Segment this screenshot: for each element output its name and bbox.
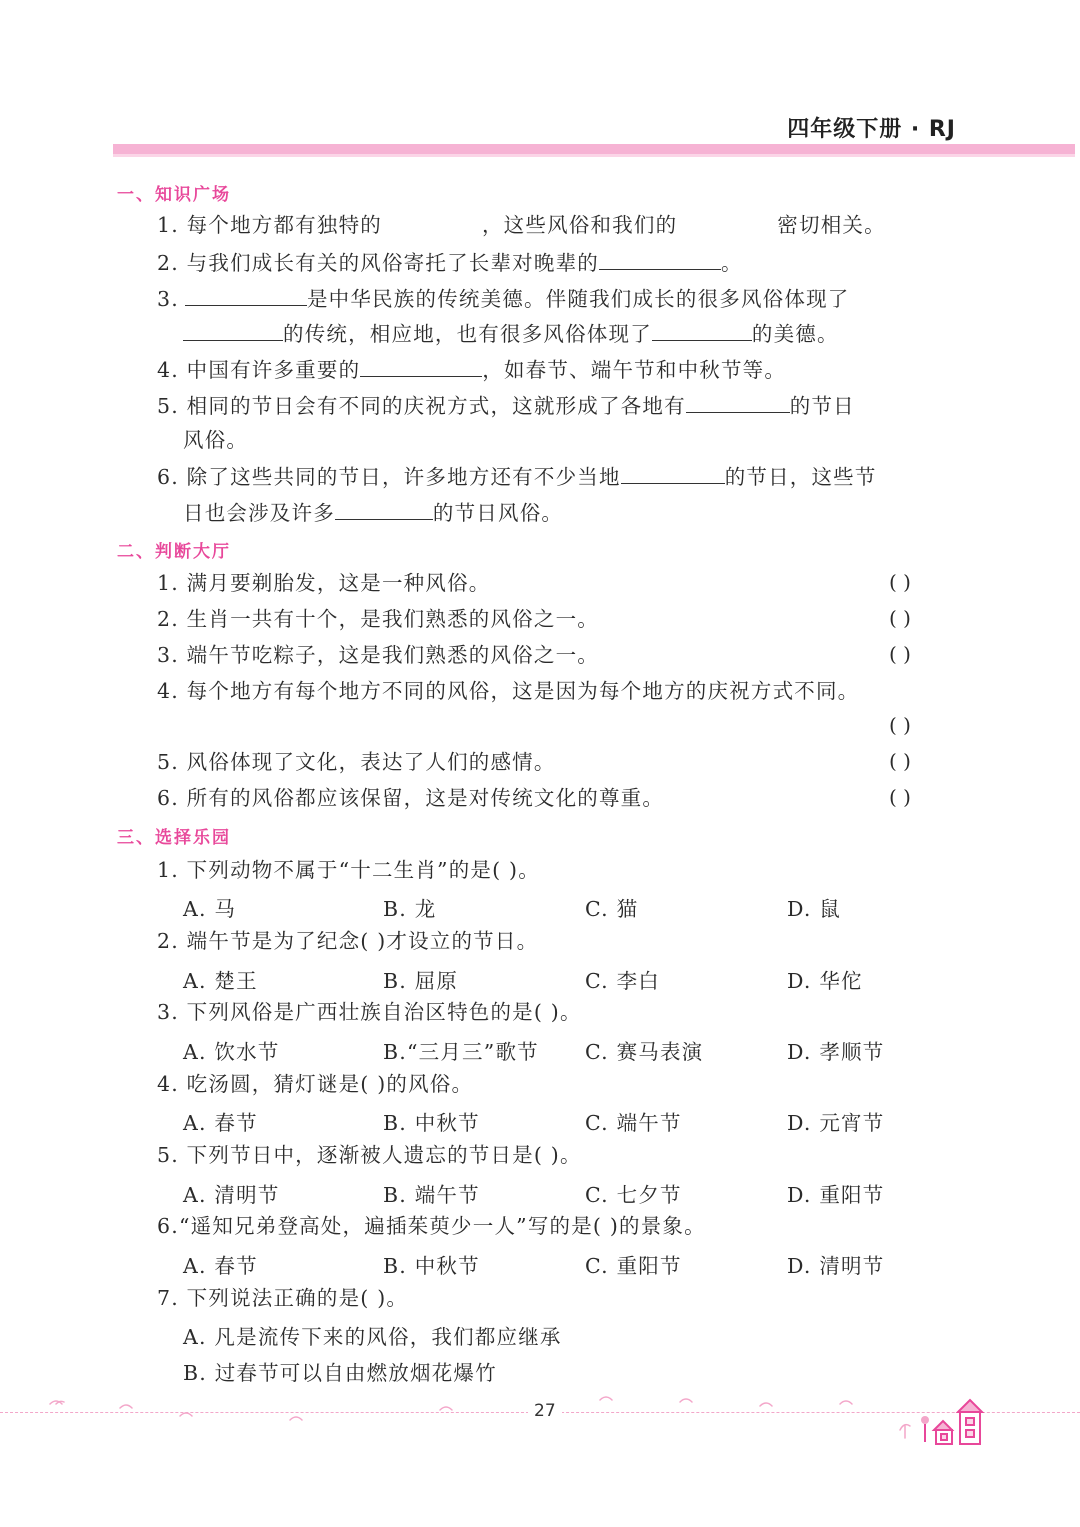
- choice-option[interactable]: A. 饮水节: [183, 1040, 280, 1064]
- choice-option[interactable]: D. 清明节: [787, 1254, 885, 1278]
- question-text: ，如春节、端午节和中秋节等。: [482, 358, 787, 382]
- choice-option[interactable]: B.“三月三”歌节: [383, 1040, 539, 1064]
- house-icon: [921, 1400, 982, 1444]
- answer-blank[interactable]: [621, 463, 725, 484]
- choice-stem: 4. 吃汤圆，猜灯谜是( )的风俗。: [157, 1072, 474, 1096]
- answer-blank[interactable]: [652, 320, 752, 341]
- answer-paren[interactable]: ( ): [889, 606, 911, 630]
- question-text: 密切相关。: [777, 213, 886, 237]
- choice-option[interactable]: A. 楚王: [183, 969, 258, 993]
- judgement-item: 3. 端午节吃粽子，这是我们熟悉的风俗之一。: [157, 643, 599, 667]
- sprout-icon: [290, 1417, 302, 1420]
- choice-option[interactable]: A. 马: [183, 897, 237, 921]
- answer-blank[interactable]: [382, 212, 482, 232]
- question-text: 的节日风俗。: [432, 501, 564, 525]
- choice-stem: 3. 下列风俗是广西壮族自治区特色的是( )。: [157, 1000, 582, 1024]
- choice-option[interactable]: C. 重阳节: [585, 1254, 682, 1278]
- judgement-item: 4. 每个地方有每个地方不同的风俗，这是因为每个地方的庆祝方式不同。: [157, 679, 860, 703]
- answer-blank[interactable]: [360, 356, 482, 377]
- choice-option[interactable]: D. 元宵节: [787, 1111, 885, 1135]
- footer-decoration: [0, 1390, 1080, 1450]
- choice-option[interactable]: A. 凡是流传下来的风俗，我们都应继承: [183, 1325, 562, 1349]
- question-text: 4. 中国有许多重要的: [157, 358, 361, 382]
- answer-blank[interactable]: [599, 249, 721, 270]
- question-text: 日也会涉及许多: [183, 501, 335, 525]
- section-title-knowledge: 一、知识广场: [117, 185, 231, 205]
- choice-option[interactable]: D. 华佗: [787, 969, 863, 993]
- choice-stem: 1. 下列动物不属于“十二生肖”的是( )。: [157, 858, 540, 882]
- answer-paren[interactable]: ( ): [889, 785, 911, 809]
- judgement-item: 2. 生肖一共有十个，是我们熟悉的风俗之一。: [157, 607, 599, 631]
- choice-option[interactable]: C. 端午节: [585, 1111, 682, 1135]
- answer-paren[interactable]: ( ): [889, 642, 911, 666]
- question-line: [183, 320, 839, 347]
- choice-stem: 5. 下列节日中，逐渐被人遗忘的节日是( )。: [157, 1143, 582, 1167]
- choice-option[interactable]: A. 清明节: [183, 1183, 280, 1207]
- choice-option[interactable]: C. 李白: [585, 969, 660, 993]
- page-header-title: 四年级下册 · RJ: [787, 117, 956, 142]
- answer-blank[interactable]: [686, 392, 790, 413]
- section-title-judgement: 二、判断大厅: [117, 542, 231, 562]
- plant-icon: [900, 1425, 910, 1438]
- choice-option[interactable]: B. 中秋节: [383, 1254, 480, 1278]
- choice-option[interactable]: A. 春节: [183, 1111, 258, 1135]
- header-divider: [113, 144, 1075, 157]
- answer-paren[interactable]: ( ): [889, 713, 911, 737]
- sprout-icon: [120, 1405, 132, 1408]
- question-text: ，这些风俗和我们的: [481, 213, 678, 237]
- question-line: [183, 427, 248, 453]
- judgement-item: 1. 满月要剃胎发，这是一种风俗。: [157, 571, 491, 595]
- sprout-icon: [440, 1407, 452, 1410]
- choice-option[interactable]: A. 春节: [183, 1254, 258, 1278]
- choice-stem: 2. 端午节是为了纪念( )才设立的节日。: [157, 929, 539, 953]
- question-text: 1. 每个地方都有独特的: [157, 213, 382, 237]
- sprout-icon: [840, 1401, 852, 1404]
- question-line: [157, 249, 743, 276]
- answer-blank[interactable]: [183, 320, 283, 341]
- question-text: 是中华民族的传统美德。伴随我们成长的很多风俗体现了: [306, 287, 850, 311]
- question-number: 3.: [157, 287, 179, 311]
- question-line: [157, 392, 855, 419]
- question-text: 风俗。: [183, 428, 249, 452]
- sprout-icon: [600, 1397, 612, 1400]
- answer-blank[interactable]: [185, 285, 307, 306]
- question-line: [157, 463, 877, 490]
- question-text: 6. 除了这些共同的节日，许多地方还有不少当地: [157, 465, 621, 489]
- question-line: [157, 356, 786, 383]
- answer-blank[interactable]: [677, 212, 777, 232]
- answer-paren[interactable]: ( ): [889, 749, 911, 773]
- question-line: [157, 212, 886, 238]
- judgement-item: 5. 风俗体现了文化，表达了人们的感情。: [157, 750, 556, 774]
- choice-stem: 7. 下列说法正确的是( )。: [157, 1286, 409, 1310]
- question-text: 的传统，相应地，也有很多风俗体现了: [283, 322, 652, 346]
- judgement-item: 6. 所有的风俗都应该保留，这是对传统文化的尊重。: [157, 786, 665, 810]
- choice-option[interactable]: D. 重阳节: [787, 1183, 885, 1207]
- page-number: 27: [528, 1401, 562, 1421]
- choice-option[interactable]: B. 中秋节: [383, 1111, 480, 1135]
- choice-option[interactable]: B. 端午节: [383, 1183, 480, 1207]
- choice-option[interactable]: C. 赛马表演: [585, 1040, 704, 1064]
- answer-paren[interactable]: ( ): [889, 570, 911, 594]
- choice-option[interactable]: D. 孝顺节: [787, 1040, 885, 1064]
- question-text: 2. 与我们成长有关的风俗寄托了长辈对晚辈的: [157, 251, 599, 275]
- answer-blank[interactable]: [335, 499, 433, 520]
- choice-option[interactable]: B. 过春节可以自由燃放烟花爆竹: [183, 1361, 497, 1385]
- sprout-icon: [50, 1401, 64, 1404]
- choice-option[interactable]: B. 屈原: [383, 969, 459, 993]
- sprout-icon: [180, 1413, 192, 1416]
- choice-option[interactable]: D. 鼠: [787, 897, 842, 921]
- question-line: [157, 285, 849, 312]
- question-text: 的节日，这些节: [724, 465, 877, 489]
- choice-stem: 6.“遥知兄弟登高处，遍插茱萸少一人”写的是( )的景象。: [157, 1214, 706, 1238]
- section-title-choice: 三、选择乐园: [117, 828, 231, 848]
- question-text: 5. 相同的节日会有不同的庆祝方式，这就形成了各地有: [157, 394, 686, 418]
- sprout-icon: [680, 1399, 692, 1402]
- choice-option[interactable]: C. 猫: [585, 897, 639, 921]
- question-line: [183, 499, 563, 526]
- question-text: 的节日: [789, 394, 855, 418]
- question-text: 的美德。: [751, 322, 839, 346]
- sprout-icon: [760, 1403, 772, 1406]
- choice-option[interactable]: C. 七夕节: [585, 1183, 682, 1207]
- choice-option[interactable]: B. 龙: [383, 897, 437, 921]
- question-text: 。: [720, 251, 743, 275]
